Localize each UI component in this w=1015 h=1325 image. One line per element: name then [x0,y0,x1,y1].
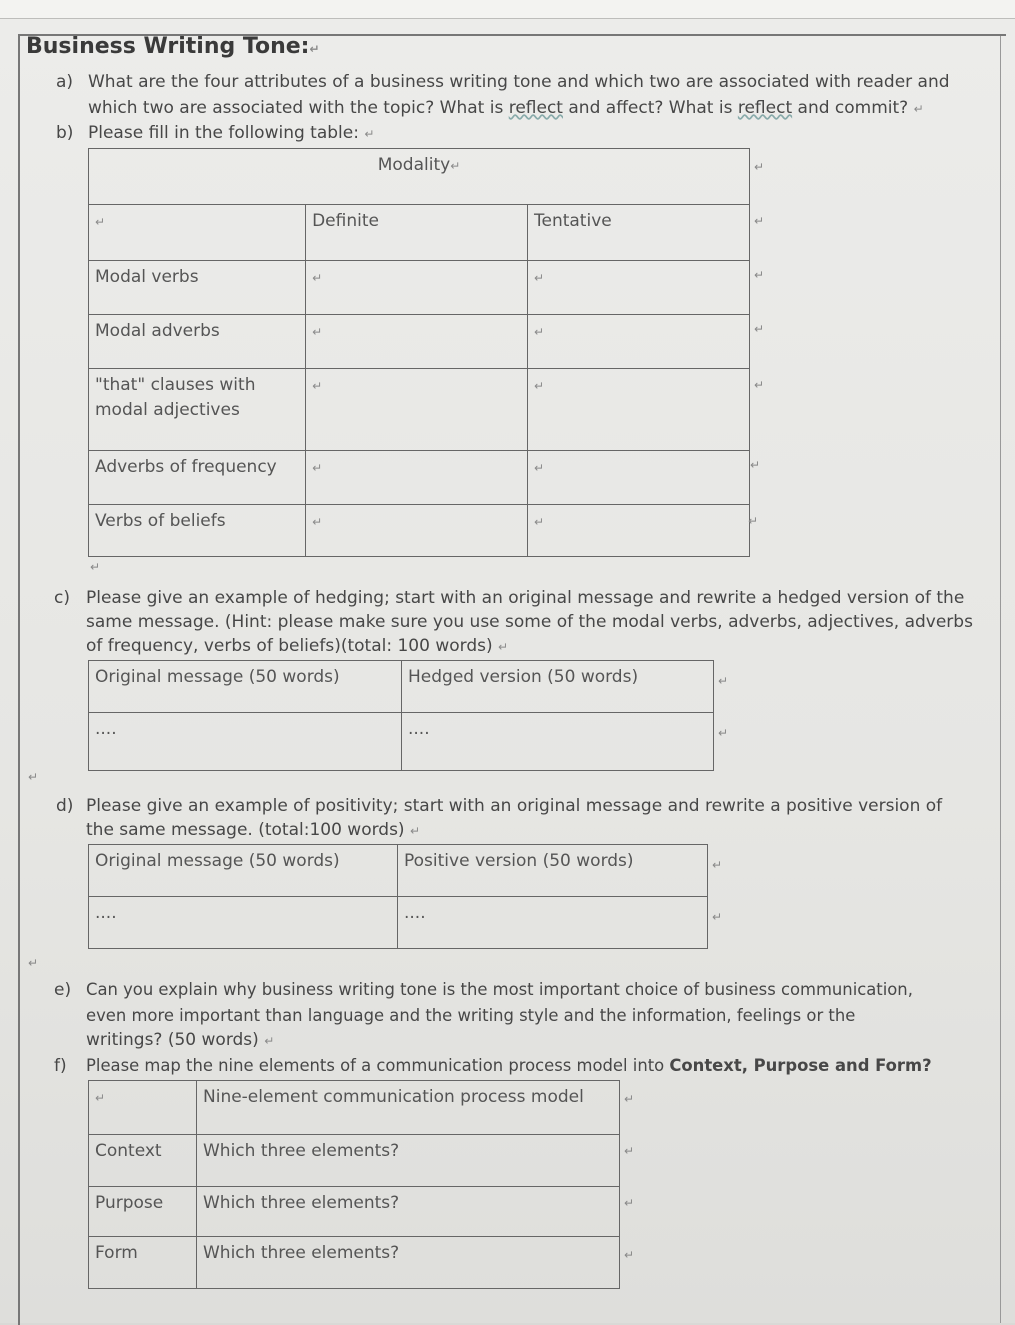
q-e-line2: even more important than language and the writing style and the information, feelings or the [86,1006,856,1025]
tentative-header-cell [528,205,750,261]
q-a-line1: What are the four attributes of a business writing tone and which two are associated with reader and [88,72,950,92]
cell-mark: ↵ [95,215,106,229]
answer-cell-tentative[interactable] [528,369,750,451]
row-label-purpose [89,1187,197,1237]
q-b-label: b) [56,123,74,143]
paragraph-mark: ↵ [409,824,421,838]
q-f-label: f) [54,1056,67,1076]
tentative-header: Tentative [534,211,612,231]
answer-cell-tentative[interactable] [528,315,750,369]
q-a-line2-mid: and affect? What is [562,98,738,118]
q-d-label: d) [56,796,74,816]
q-f-text-bold: Context, Purpose and Form? [669,1056,932,1075]
q-d-line2-text: the same message. (total:100 words) [86,820,405,840]
corner-cell[interactable] [89,1081,197,1135]
paragraph-mark: ↵ [498,640,509,654]
cell-mark: ↵ [534,461,545,475]
row-end-mark: ↵ [624,1092,635,1106]
q-e-line3-text: writings? (50 words) [86,1030,259,1050]
row-end-mark: ↵ [712,910,723,924]
cell-dots: .... [404,903,426,923]
document-title [26,34,320,59]
row-end-mark: ↵ [754,268,765,282]
row-end-mark: ↵ [624,1196,635,1210]
cell-mark: ↵ [312,271,323,285]
cell-dots: .... [95,719,117,739]
original-message-cell[interactable] [89,713,402,771]
cell-mark: ↵ [534,271,545,285]
cell-mark: ↵ [95,1091,106,1105]
row-end-mark: ↵ [718,726,729,740]
model-header: Nine-element communication process model [203,1087,584,1107]
modality-table [88,148,750,557]
row-end-mark: ↵ [754,214,765,228]
row-label-text: Purpose [95,1193,164,1213]
paragraph-mark: ↵ [913,102,924,116]
row-label-modal-adverbs [89,315,306,369]
q-a-reflect-1: reflect [508,98,563,118]
original-message-header: Original message (50 words) [95,667,340,687]
row-label-text: Modal verbs [95,267,199,287]
q-c-line1: Please give an example of hedging; start with an original message and rewrite a hedged version of the [86,588,965,608]
row-label-form [89,1237,197,1289]
q-b-text [88,123,374,143]
q-e-line3 [86,1030,274,1050]
row-label-text: Form [95,1243,138,1263]
original-message-header: Original message (50 words) [95,851,340,871]
cell-mark: ↵ [534,379,545,393]
answer-cell-definite[interactable] [306,505,528,557]
row-label-text: "that" clauses with modal adjectives [95,375,256,420]
answer-cell-form[interactable] [197,1237,620,1289]
cell-dots: .... [95,903,117,923]
q-f-text [86,1056,932,1075]
row-end-mark: ↵ [754,378,765,392]
answer-cell-tentative[interactable] [528,505,750,557]
row-label-modal-verbs [89,261,306,315]
answer-cell-definite[interactable] [306,451,528,505]
paragraph-mark: ↵ [264,1034,275,1048]
row-label-text: Verbs of beliefs [95,511,226,531]
original-message-header-cell [89,661,402,713]
row-end-mark: ↵ [754,322,765,336]
row-end-mark: ↵ [754,160,765,174]
cell-mark: ↵ [312,325,323,339]
cell-mark: ↵ [450,159,461,173]
modality-header-cell [89,149,750,205]
answer-cell-context[interactable] [197,1135,620,1187]
row-end-mark: ↵ [748,514,759,528]
answer-cell-definite[interactable] [306,315,528,369]
q-a-label: a) [56,72,74,92]
positive-version-cell[interactable] [398,897,708,949]
row-end-mark: ↵ [624,1144,635,1158]
definite-header-cell [306,205,528,261]
definite-header: Definite [312,211,379,231]
answer-prompt: Which three elements? [203,1141,400,1161]
row-end-mark: ↵ [718,674,729,688]
paragraph-mark: ↵ [28,770,39,784]
positivity-table [88,844,708,949]
q-a-line2 [88,98,924,118]
answer-prompt: Which three elements? [203,1193,400,1213]
q-f-text-start: Please map the nine elements of a communication process model into [86,1056,670,1075]
q-a-line2-end: and commit? [792,98,909,118]
answer-prompt: Which three elements? [203,1243,400,1263]
positive-version-header-cell [398,845,708,897]
q-c-line3 [86,636,508,656]
q-c-line3-text: of frequency, verbs of beliefs)(total: 100 words) [86,636,493,656]
row-end-mark: ↵ [712,858,723,872]
q-a-reflect-2: reflect [737,98,793,118]
paragraph-mark: ↵ [309,42,320,56]
answer-cell-tentative[interactable] [528,261,750,315]
corner-cell[interactable] [89,205,306,261]
communication-model-table [88,1080,620,1289]
answer-cell-purpose[interactable] [197,1187,620,1237]
row-label-adverbs-of-frequency [89,451,306,505]
row-label-that-clauses [89,369,306,451]
row-label-text: Modal adverbs [95,321,220,341]
answer-cell-definite[interactable] [306,261,528,315]
cell-mark: ↵ [534,325,545,339]
cell-mark: ↵ [312,379,323,393]
row-end-mark: ↵ [624,1248,635,1262]
q-b-text-content: Please fill in the following table: [88,123,359,143]
original-message-header-cell [89,845,398,897]
q-a-line2-start: which two are associated with the topic? What is [88,98,509,118]
answer-cell-definite[interactable] [306,369,528,451]
hedging-table [88,660,714,771]
hedged-version-header-cell [402,661,714,713]
row-label-verbs-of-beliefs [89,505,306,557]
q-e-line1: Can you explain why business writing tone is the most important choice of business communication, [86,980,913,999]
row-label-text: Adverbs of frequency [95,457,277,477]
cell-mark: ↵ [534,515,545,529]
hedged-version-header: Hedged version (50 words) [408,667,639,687]
right-margin-line [1000,36,1001,1323]
paragraph-mark: ↵ [28,956,39,970]
answer-cell-tentative[interactable] [528,451,750,505]
q-c-label: c) [54,588,70,608]
paragraph-mark: ↵ [90,560,101,574]
model-header-cell [197,1081,620,1135]
row-end-mark: ↵ [750,458,761,472]
q-e-label: e) [54,980,72,1000]
top-band [0,0,1015,19]
row-label-context [89,1135,197,1187]
q-d-line1: Please give an example of positivity; start with an original message and rewrite a positive version of [86,796,943,816]
positive-version-header: Positive version (50 words) [404,851,634,871]
cell-mark: ↵ [312,515,323,529]
title-text: Business Writing Tone: [26,34,310,59]
row-label-text: Context [95,1141,162,1161]
q-d-line2 [86,820,420,840]
cell-mark: ↵ [312,461,323,475]
q-c-line2: same message. (Hint: please make sure you use some of the modal verbs, adverbs, adjectives, adverbs [86,612,973,632]
cell-dots: .... [408,719,430,739]
modality-header: Modality [377,155,451,175]
hedged-version-cell[interactable] [402,713,714,771]
original-message-cell[interactable] [89,897,398,949]
paragraph-mark: ↵ [364,127,375,141]
